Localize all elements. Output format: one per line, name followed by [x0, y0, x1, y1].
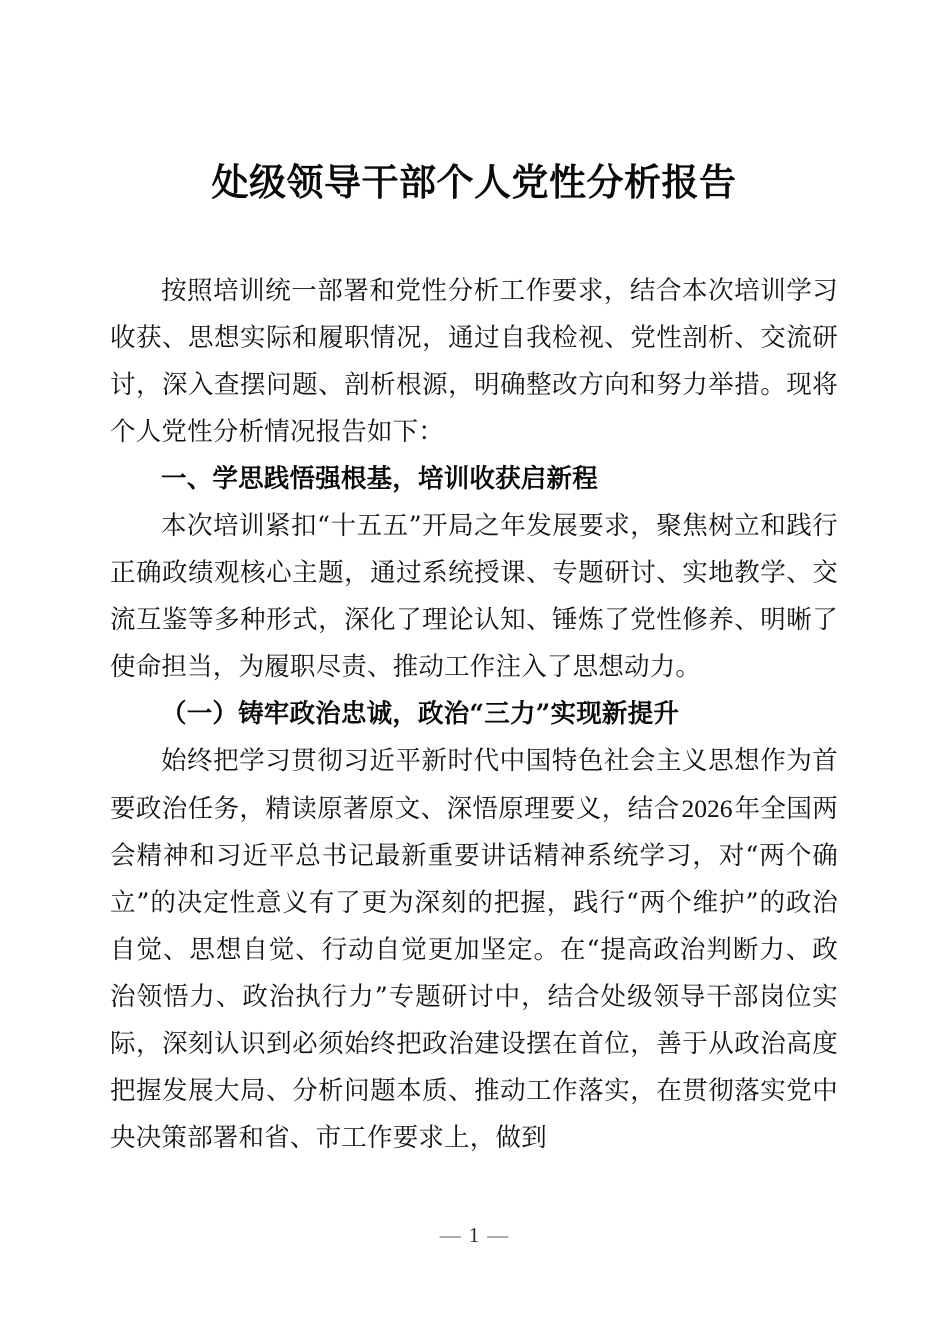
paragraph-text-tail: 年全国两会精神和习近平总书记最新重要讲话精神系统学习，对“两个确立”的决定性意义有了更为深刻的把握，践行“两个维护”的政治自觉、思想自觉、行动自觉更加坚定。在“提高政治判断力、政治领悟力、政治执行力”专题研讨中，结合处级领导干部岗位实际，深刻认识到必须始终把政治建设摆在首位，善于从政治高度把握发展大局、分析问题本质、推动工作落实，在贯彻落实党中央决策部署和省、市工作要求上，做到 — [110, 794, 838, 1153]
intro-paragraph: 按照培训统一部署和党性分析工作要求，结合本次培训学习收获、思想实际和履职情况，通过自我检视、党性剖析、交流研讨，深入查摆问题、剖析根源，明确整改方向和努力举措。现将个人党性分析情况报告如下： — [110, 276, 838, 447]
section-1-paragraph: 本次培训紧扣“十五五”开局之年发展要求，聚焦树立和践行正确政绩观核心主题，通过系统授课、专题研讨、实地教学、交流互鉴等多种形式，深化了理论认知、锤炼了党性修养、明晰了使命担当，为履职尽责、推动工作注入了思想动力。 — [110, 511, 838, 682]
subsection-heading-1-1: （一）铸牢政治忠诚，政治“三力”实现新提升 — [161, 699, 680, 729]
year-value: 2026 — [681, 794, 733, 823]
page-footer — [0, 1218, 950, 1252]
document-body — [110, 268, 838, 1162]
subsection-1-1-paragraph — [110, 738, 838, 1162]
footer-dash-right-icon: — — [487, 1223, 511, 1247]
footer-dash-left-icon: — — [439, 1223, 463, 1247]
section-heading-1: 一、学思践悟强根基，培训收获启新程 — [161, 464, 598, 494]
paragraph-text-lead: 始终把学习贯彻习近平新时代中国特色社会主义思想作为首要政治任务，精读原著原文、深悟原理要义，结合 — [110, 746, 838, 824]
page-title: 处级领导干部个人党性分析报告 — [211, 161, 737, 204]
page-number: 1 — [468, 1223, 482, 1247]
